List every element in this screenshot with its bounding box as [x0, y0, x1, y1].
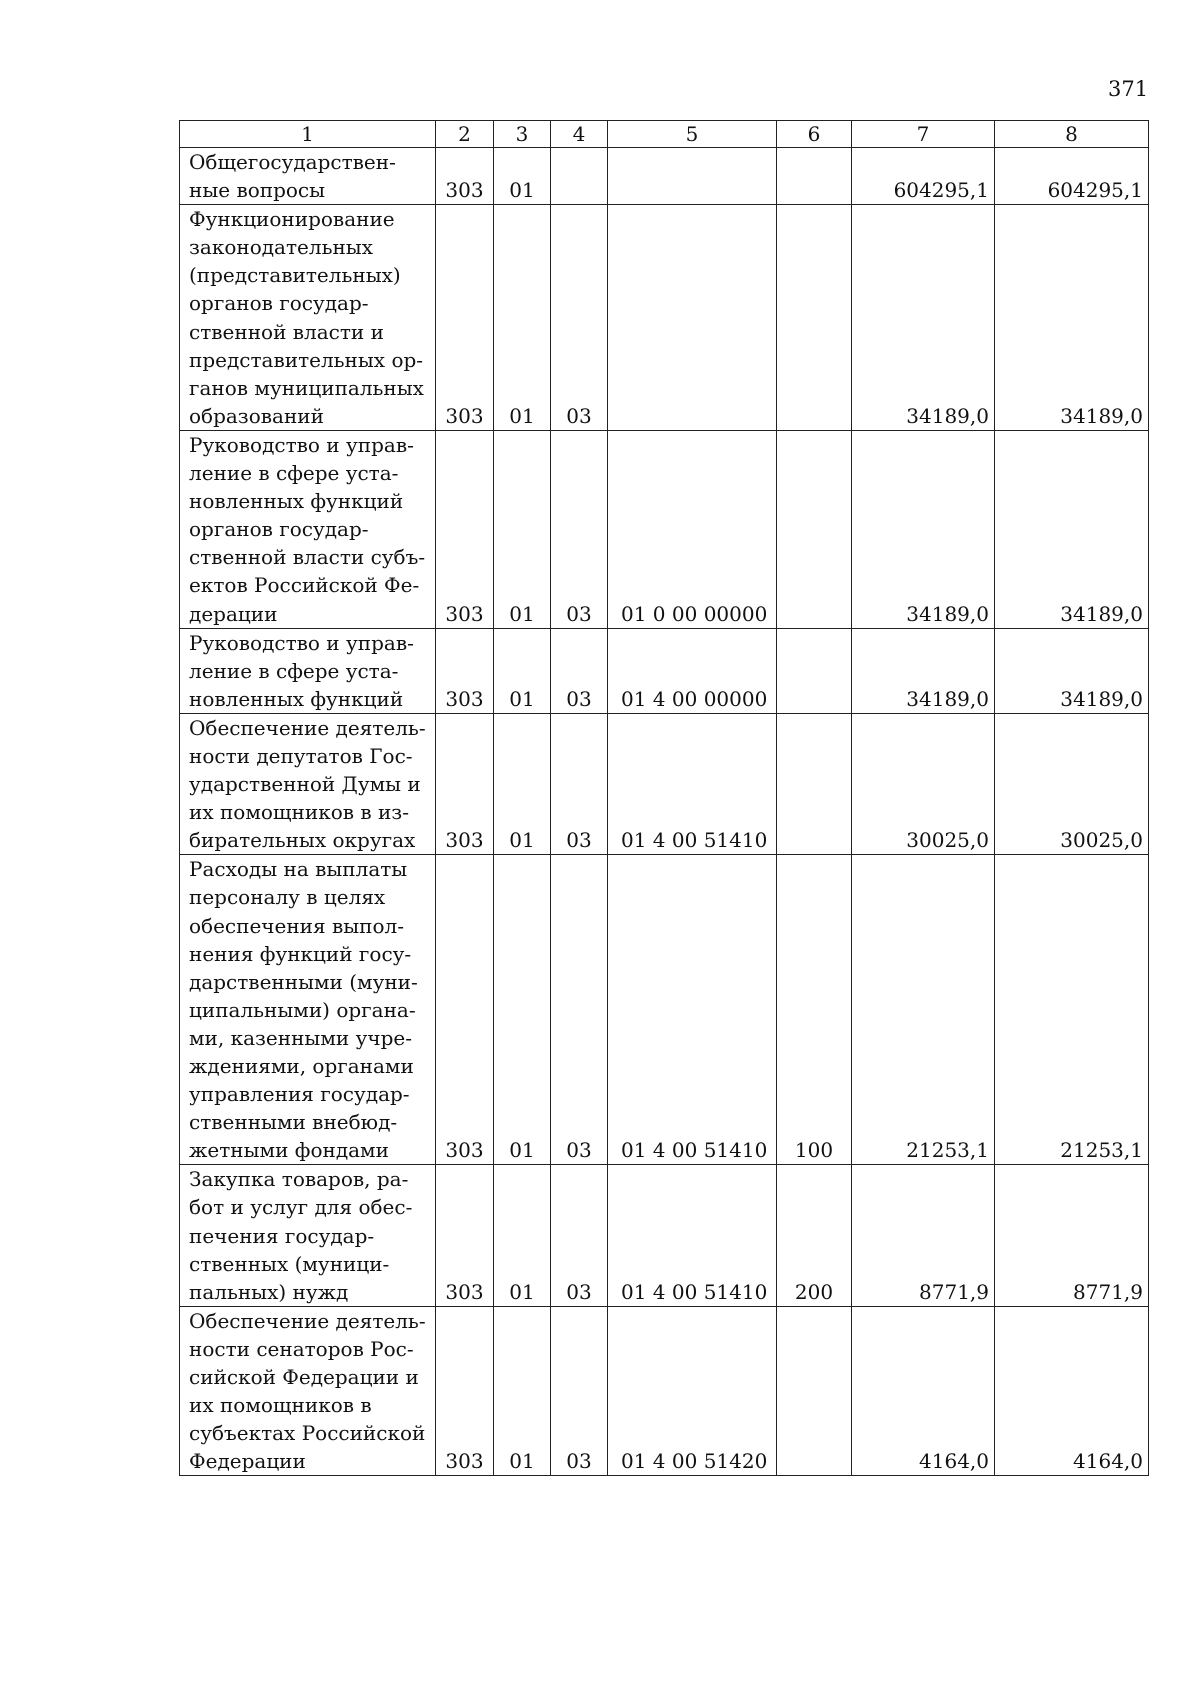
cell-expense-type: [777, 205, 852, 431]
cell-subsection: 03: [551, 1165, 608, 1306]
cell-item-name: [180, 1165, 436, 1306]
column-header: 5: [608, 121, 777, 148]
cell-amount-8: 604295,1: [995, 148, 1149, 205]
item-name-line: Общегосударствен-: [189, 150, 396, 174]
item-name-line: новленных функций: [189, 686, 404, 711]
item-name-line: Обеспечение деятель-: [189, 715, 426, 740]
cell-subsection: 03: [551, 1306, 608, 1476]
cell-section: 01: [494, 430, 551, 628]
cell-target-article: 01 4 00 51410: [608, 1165, 777, 1306]
item-name-line: бирательных округах: [189, 828, 416, 853]
item-name-line: представительных ор-: [189, 347, 424, 372]
cell-amount-7: 34189,0: [852, 628, 995, 713]
cell-subsection: 03: [551, 855, 608, 1165]
cell-amount-8: 4164,0: [995, 1306, 1149, 1476]
cell-target-article: [608, 205, 777, 431]
table-row: [180, 628, 1149, 713]
cell-section: 01: [494, 148, 551, 205]
cell-grbs: 303: [436, 628, 494, 713]
cell-expense-type: [777, 628, 852, 713]
column-header: 7: [852, 121, 995, 148]
cell-subsection: [551, 148, 608, 205]
cell-amount-7: 21253,1: [852, 855, 995, 1165]
item-name-line: субъектах Российской: [189, 1421, 426, 1446]
page-number: 371: [1108, 77, 1149, 101]
item-name-line: органов государ-: [189, 517, 369, 542]
item-name-line: Расходы на выплаты: [189, 857, 408, 882]
item-name-line: ектов Российской Фе-: [189, 573, 420, 598]
item-name-line: Федерации: [189, 1449, 306, 1474]
table-row: [180, 148, 1149, 205]
table-row: [180, 205, 1149, 431]
item-name-line: ление в сфере уста-: [189, 658, 399, 683]
cell-expense-type: [777, 713, 852, 854]
item-name-line: (представительных): [189, 263, 401, 288]
cell-section: 01: [494, 1165, 551, 1306]
cell-amount-7: 8771,9: [852, 1165, 995, 1306]
item-name-line: ственными внебюд-: [189, 1110, 398, 1135]
table-row: [180, 855, 1149, 1165]
table-row: [180, 1306, 1149, 1476]
cell-section: 01: [494, 713, 551, 854]
item-name-line: обеспечения выпол-: [189, 913, 404, 938]
item-name-line: ственной власти и: [189, 319, 384, 344]
cell-grbs: 303: [436, 1306, 494, 1476]
item-name-line: ление в сфере уста-: [189, 461, 399, 486]
cell-expense-type: [777, 148, 852, 205]
cell-item-name: [180, 430, 436, 628]
item-name-line: ударственной Думы и: [189, 772, 421, 797]
cell-section: 01: [494, 205, 551, 431]
item-name-line: органов государ-: [189, 291, 369, 316]
item-name-line: нения функций госу-: [189, 941, 412, 966]
column-header: 3: [494, 121, 551, 148]
item-name-line: дерации: [189, 601, 278, 626]
item-name-line: законодательных: [189, 235, 374, 260]
cell-target-article: 01 4 00 51410: [608, 713, 777, 854]
item-name-line: персоналу в целях: [189, 885, 386, 910]
cell-expense-type: 100: [777, 855, 852, 1165]
item-name-line: новленных функций: [189, 489, 404, 514]
item-name-line: ципальными) органа-: [189, 997, 416, 1022]
item-name-line: их помощников в: [189, 1393, 372, 1418]
column-header: 8: [995, 121, 1149, 148]
item-name-line: ганов муниципальных: [189, 375, 424, 400]
item-name-line: жетными фондами: [189, 1138, 389, 1163]
cell-subsection: 03: [551, 628, 608, 713]
cell-grbs: 303: [436, 430, 494, 628]
cell-grbs: 303: [436, 1165, 494, 1306]
cell-amount-8: 21253,1: [995, 855, 1149, 1165]
item-name-line: образований: [189, 403, 324, 428]
table-row: [180, 713, 1149, 854]
item-name-line: Обеспечение деятель-: [189, 1308, 426, 1333]
cell-amount-8: 34189,0: [995, 628, 1149, 713]
item-name-line: их помощников в из-: [189, 800, 409, 825]
cell-grbs: 303: [436, 148, 494, 205]
item-name-line: ности сенаторов Рос-: [189, 1336, 414, 1361]
cell-item-name: [180, 148, 436, 205]
cell-subsection: 03: [551, 430, 608, 628]
table-row: [180, 430, 1149, 628]
cell-expense-type: [777, 430, 852, 628]
column-header: 1: [180, 121, 436, 148]
cell-grbs: 303: [436, 855, 494, 1165]
cell-expense-type: 200: [777, 1165, 852, 1306]
cell-item-name: [180, 713, 436, 854]
cell-expense-type: [777, 1306, 852, 1476]
cell-amount-7: 34189,0: [852, 205, 995, 431]
item-name-line: Руководство и управ-: [189, 432, 414, 457]
cell-target-article: [608, 148, 777, 205]
column-header: 2: [436, 121, 494, 148]
item-name-line: пальных) нужд: [189, 1279, 349, 1304]
item-name-line: бот и услуг для обес-: [189, 1195, 413, 1220]
budget-table: [179, 120, 1149, 1476]
item-name-line: ности депутатов Гос-: [189, 743, 413, 768]
table-row: [180, 1165, 1149, 1306]
cell-target-article: 01 4 00 00000: [608, 628, 777, 713]
item-name-line: Закупка товаров, ра-: [189, 1167, 409, 1192]
column-header: 4: [551, 121, 608, 148]
cell-amount-7: 34189,0: [852, 430, 995, 628]
cell-grbs: 303: [436, 713, 494, 854]
cell-section: 01: [494, 855, 551, 1165]
cell-target-article: 01 0 00 00000: [608, 430, 777, 628]
cell-grbs: 303: [436, 205, 494, 431]
cell-target-article: 01 4 00 51410: [608, 855, 777, 1165]
item-name-line: печения государ-: [189, 1223, 375, 1248]
cell-amount-7: 604295,1: [852, 148, 995, 205]
cell-section: 01: [494, 628, 551, 713]
cell-item-name: [180, 855, 436, 1165]
item-name-line: ственных (муници-: [189, 1251, 390, 1276]
cell-amount-8: 8771,9: [995, 1165, 1149, 1306]
item-name-line: ми, казенными учре-: [189, 1025, 412, 1050]
item-name-line: ственной власти субъ-: [189, 545, 426, 570]
cell-amount-8: 34189,0: [995, 430, 1149, 628]
cell-amount-8: 34189,0: [995, 205, 1149, 431]
column-header: 6: [777, 121, 852, 148]
cell-item-name: [180, 628, 436, 713]
cell-section: 01: [494, 1306, 551, 1476]
item-name-line: дарственными (муни-: [189, 969, 418, 994]
cell-subsection: 03: [551, 713, 608, 854]
table-header-row: [180, 121, 1149, 148]
cell-item-name: [180, 1306, 436, 1476]
cell-target-article: 01 4 00 51420: [608, 1306, 777, 1476]
item-name-line: ные вопросы: [189, 178, 326, 203]
item-name-line: Руководство и управ-: [189, 630, 414, 655]
cell-item-name: [180, 205, 436, 431]
cell-subsection: 03: [551, 205, 608, 431]
cell-amount-7: 4164,0: [852, 1306, 995, 1476]
item-name-line: управления государ-: [189, 1082, 410, 1107]
cell-amount-7: 30025,0: [852, 713, 995, 854]
cell-amount-8: 30025,0: [995, 713, 1149, 854]
item-name-line: сийской Федерации и: [189, 1365, 419, 1390]
item-name-line: ждениями, органами: [189, 1054, 414, 1078]
item-name-line: Функционирование: [189, 207, 395, 232]
